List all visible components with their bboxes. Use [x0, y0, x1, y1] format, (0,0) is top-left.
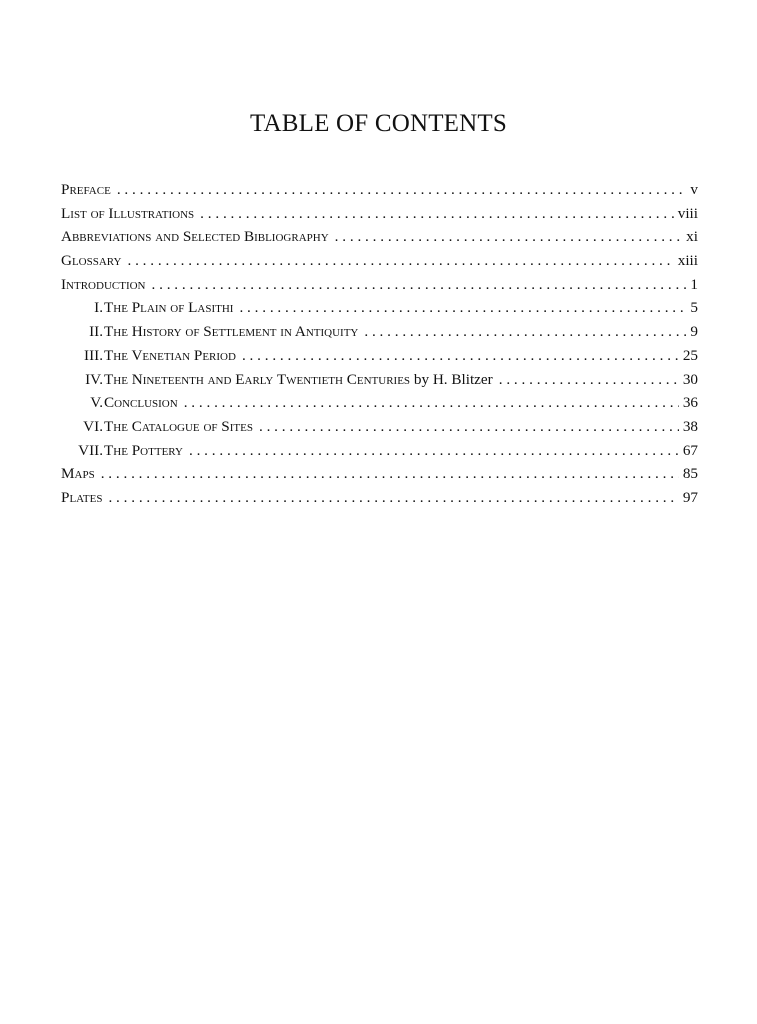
chapter-number: III.	[84, 346, 103, 364]
toc-entry-title-text: The Nineteenth and Early Twentieth Centuries	[104, 370, 411, 388]
dot-leader	[499, 368, 679, 392]
page-number: 30	[682, 370, 698, 388]
toc-entry	[61, 178, 698, 202]
toc-entry-title	[61, 249, 121, 273]
toc-entry	[61, 462, 698, 486]
toc-entry-title	[61, 225, 329, 249]
toc-entry-title-text: The Venetian Period	[104, 346, 236, 364]
toc-entry-title	[61, 202, 194, 226]
dot-leader	[364, 320, 686, 344]
toc-entry	[61, 296, 698, 320]
dot-leader	[239, 296, 686, 320]
toc-entry	[61, 225, 698, 249]
toc-entry	[61, 320, 698, 344]
toc-entry-title-text: Introduction	[61, 275, 146, 293]
page-number: xi	[686, 228, 698, 246]
toc-entry-title	[61, 486, 102, 510]
toc-entry-title	[104, 439, 183, 463]
toc-entry	[61, 368, 698, 392]
page-number: 1	[690, 275, 698, 293]
page-number: 25	[682, 346, 698, 364]
toc-entry-title-text: The History of Settlement in Antiquity	[104, 323, 359, 341]
toc-entry	[61, 249, 698, 273]
page-number: 97	[682, 488, 698, 506]
toc-entry	[61, 486, 698, 510]
page-number: 36	[682, 394, 698, 412]
toc-entry-title-text: Abbreviations and Selected Bibliography	[61, 228, 329, 246]
toc-entry-title	[104, 344, 236, 368]
dot-leader	[335, 225, 683, 249]
page-number: 9	[690, 323, 698, 341]
toc-entry-title	[61, 462, 95, 486]
toc-entry-title	[104, 296, 233, 320]
page-number: 67	[682, 441, 698, 459]
toc-entry-title	[104, 320, 358, 344]
chapter-number: IV.	[85, 370, 103, 388]
toc-entry	[61, 202, 698, 226]
page-number: 38	[682, 417, 698, 435]
toc-entry-title-text: The Plain of Lasithi	[104, 299, 234, 317]
toc-entry	[61, 439, 698, 463]
dot-leader	[259, 415, 679, 439]
toc-entry-author: by H. Blitzer	[410, 370, 493, 388]
dot-leader	[200, 202, 674, 226]
dot-leader	[101, 462, 679, 486]
toc-entry-title-text: List of Illustrations	[61, 204, 195, 222]
toc-entry-title	[104, 368, 493, 392]
dot-leader	[184, 391, 679, 415]
dot-leader	[242, 344, 679, 368]
page-title: TABLE OF CONTENTS	[250, 110, 507, 137]
toc-entry-title	[61, 273, 146, 297]
toc-entry-title	[104, 415, 253, 439]
page-number: v	[690, 181, 698, 198]
page-number: viii	[677, 204, 698, 222]
toc-entry-title-text: Preface	[61, 181, 111, 198]
toc-entry-title-text: Plates	[61, 488, 103, 506]
page-number: 85	[682, 465, 698, 483]
toc-entry	[61, 273, 698, 297]
chapter-number: VI.	[83, 417, 103, 435]
dot-leader	[108, 486, 678, 510]
page-number: xiii	[677, 252, 698, 270]
toc-entry	[61, 415, 698, 439]
toc-entry-title-text: The Catalogue of Sites	[104, 417, 253, 435]
chapter-number: II.	[89, 323, 103, 341]
toc-entry-title-text: Glossary	[61, 252, 122, 270]
toc-entry-title	[61, 178, 111, 202]
chapter-number: V.	[90, 394, 103, 412]
dot-leader	[127, 249, 673, 273]
toc-entry	[61, 391, 698, 415]
toc-entry-title	[104, 391, 178, 415]
chapter-number: VII.	[78, 441, 103, 459]
toc-entry-title-text: Conclusion	[104, 394, 178, 412]
dot-leader	[189, 439, 679, 463]
toc-entry-title-text: Maps	[61, 465, 95, 483]
dot-leader	[152, 273, 687, 297]
page-number: 5	[690, 299, 698, 317]
toc-entry	[61, 344, 698, 368]
dot-leader	[117, 178, 687, 202]
toc-entry-title-text: The Pottery	[104, 441, 183, 459]
table-of-contents	[61, 178, 698, 510]
chapter-number: I.	[94, 299, 103, 317]
